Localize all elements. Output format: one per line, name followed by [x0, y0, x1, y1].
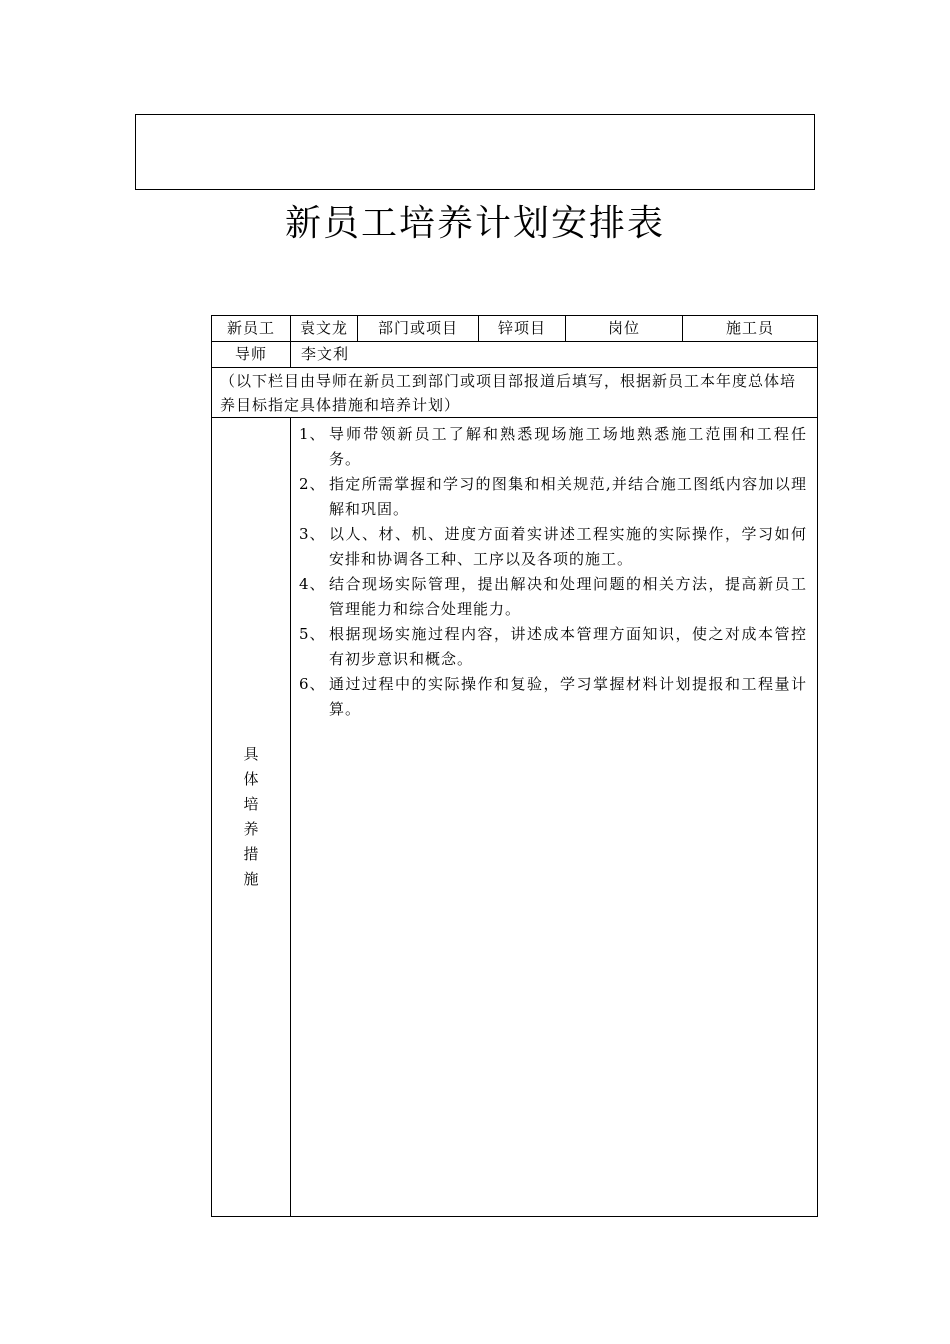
measures-label-char: 措 — [243, 845, 259, 863]
list-item — [299, 472, 807, 522]
row-mentor — [212, 342, 818, 368]
measures-label-char: 具 — [243, 745, 259, 763]
row-measures — [212, 418, 818, 1217]
dept-label: 部门或项目 — [358, 316, 479, 342]
position-value: 施工员 — [683, 316, 818, 342]
measures-label-char: 体 — [243, 770, 259, 788]
item-text: 以人、材、机、进度方面着实讲述工程实施的实际操作，学习如何安排和协调各工种、工序以及各项的施工。 — [329, 525, 807, 568]
measures-label-char: 培 — [243, 795, 259, 813]
item-text: 通过过程中的实际操作和复验，学习掌握材料计划提报和工程量计算。 — [329, 675, 807, 718]
item-number: 4、 — [299, 575, 326, 593]
header-blank-box — [135, 114, 815, 190]
employee-name: 袁文龙 — [291, 316, 358, 342]
row-employee — [212, 316, 818, 342]
measures-label-char: 养 — [243, 820, 259, 838]
dept-value: 锌项目 — [479, 316, 566, 342]
item-number: 5、 — [299, 625, 326, 643]
item-text: 结合现场实际管理，提出解决和处理问题的相关方法，提高新员工管理能力和综合处理能力。 — [329, 575, 807, 618]
item-number: 2、 — [299, 475, 326, 493]
list-item — [299, 522, 807, 572]
list-item — [299, 672, 807, 722]
list-item — [299, 622, 807, 672]
instruction-note: （以下栏目由导师在新员工到部门或项目部报道后填写，根据新员工本年度总体培养目标指定具体措施和培养计划） — [212, 368, 818, 418]
mentor-name: 李文利 — [291, 342, 818, 368]
item-text: 导师带领新员工了解和熟悉现场施工场地熟悉施工范围和工程任务。 — [329, 425, 807, 468]
row-note — [212, 368, 818, 418]
item-text: 根据现场实施过程内容，讲述成本管理方面知识，使之对成本管控有初步意识和概念。 — [329, 625, 807, 668]
measures-content — [291, 418, 818, 1217]
measures-label — [212, 418, 291, 1217]
mentor-label: 导师 — [212, 342, 291, 368]
position-label: 岗位 — [566, 316, 683, 342]
page-title: 新员工培养计划安排表 — [284, 203, 665, 244]
item-number: 6、 — [299, 675, 326, 693]
employee-label: 新员工 — [212, 316, 291, 342]
item-number: 1、 — [299, 425, 326, 443]
measures-label-char: 施 — [243, 870, 259, 888]
item-text: 指定所需掌握和学习的图集和相关规范,并结合施工图纸内容加以理解和巩固。 — [329, 475, 807, 518]
item-number: 3、 — [299, 525, 326, 543]
list-item — [299, 422, 807, 472]
list-item — [299, 572, 807, 622]
training-plan-table — [211, 315, 818, 1217]
